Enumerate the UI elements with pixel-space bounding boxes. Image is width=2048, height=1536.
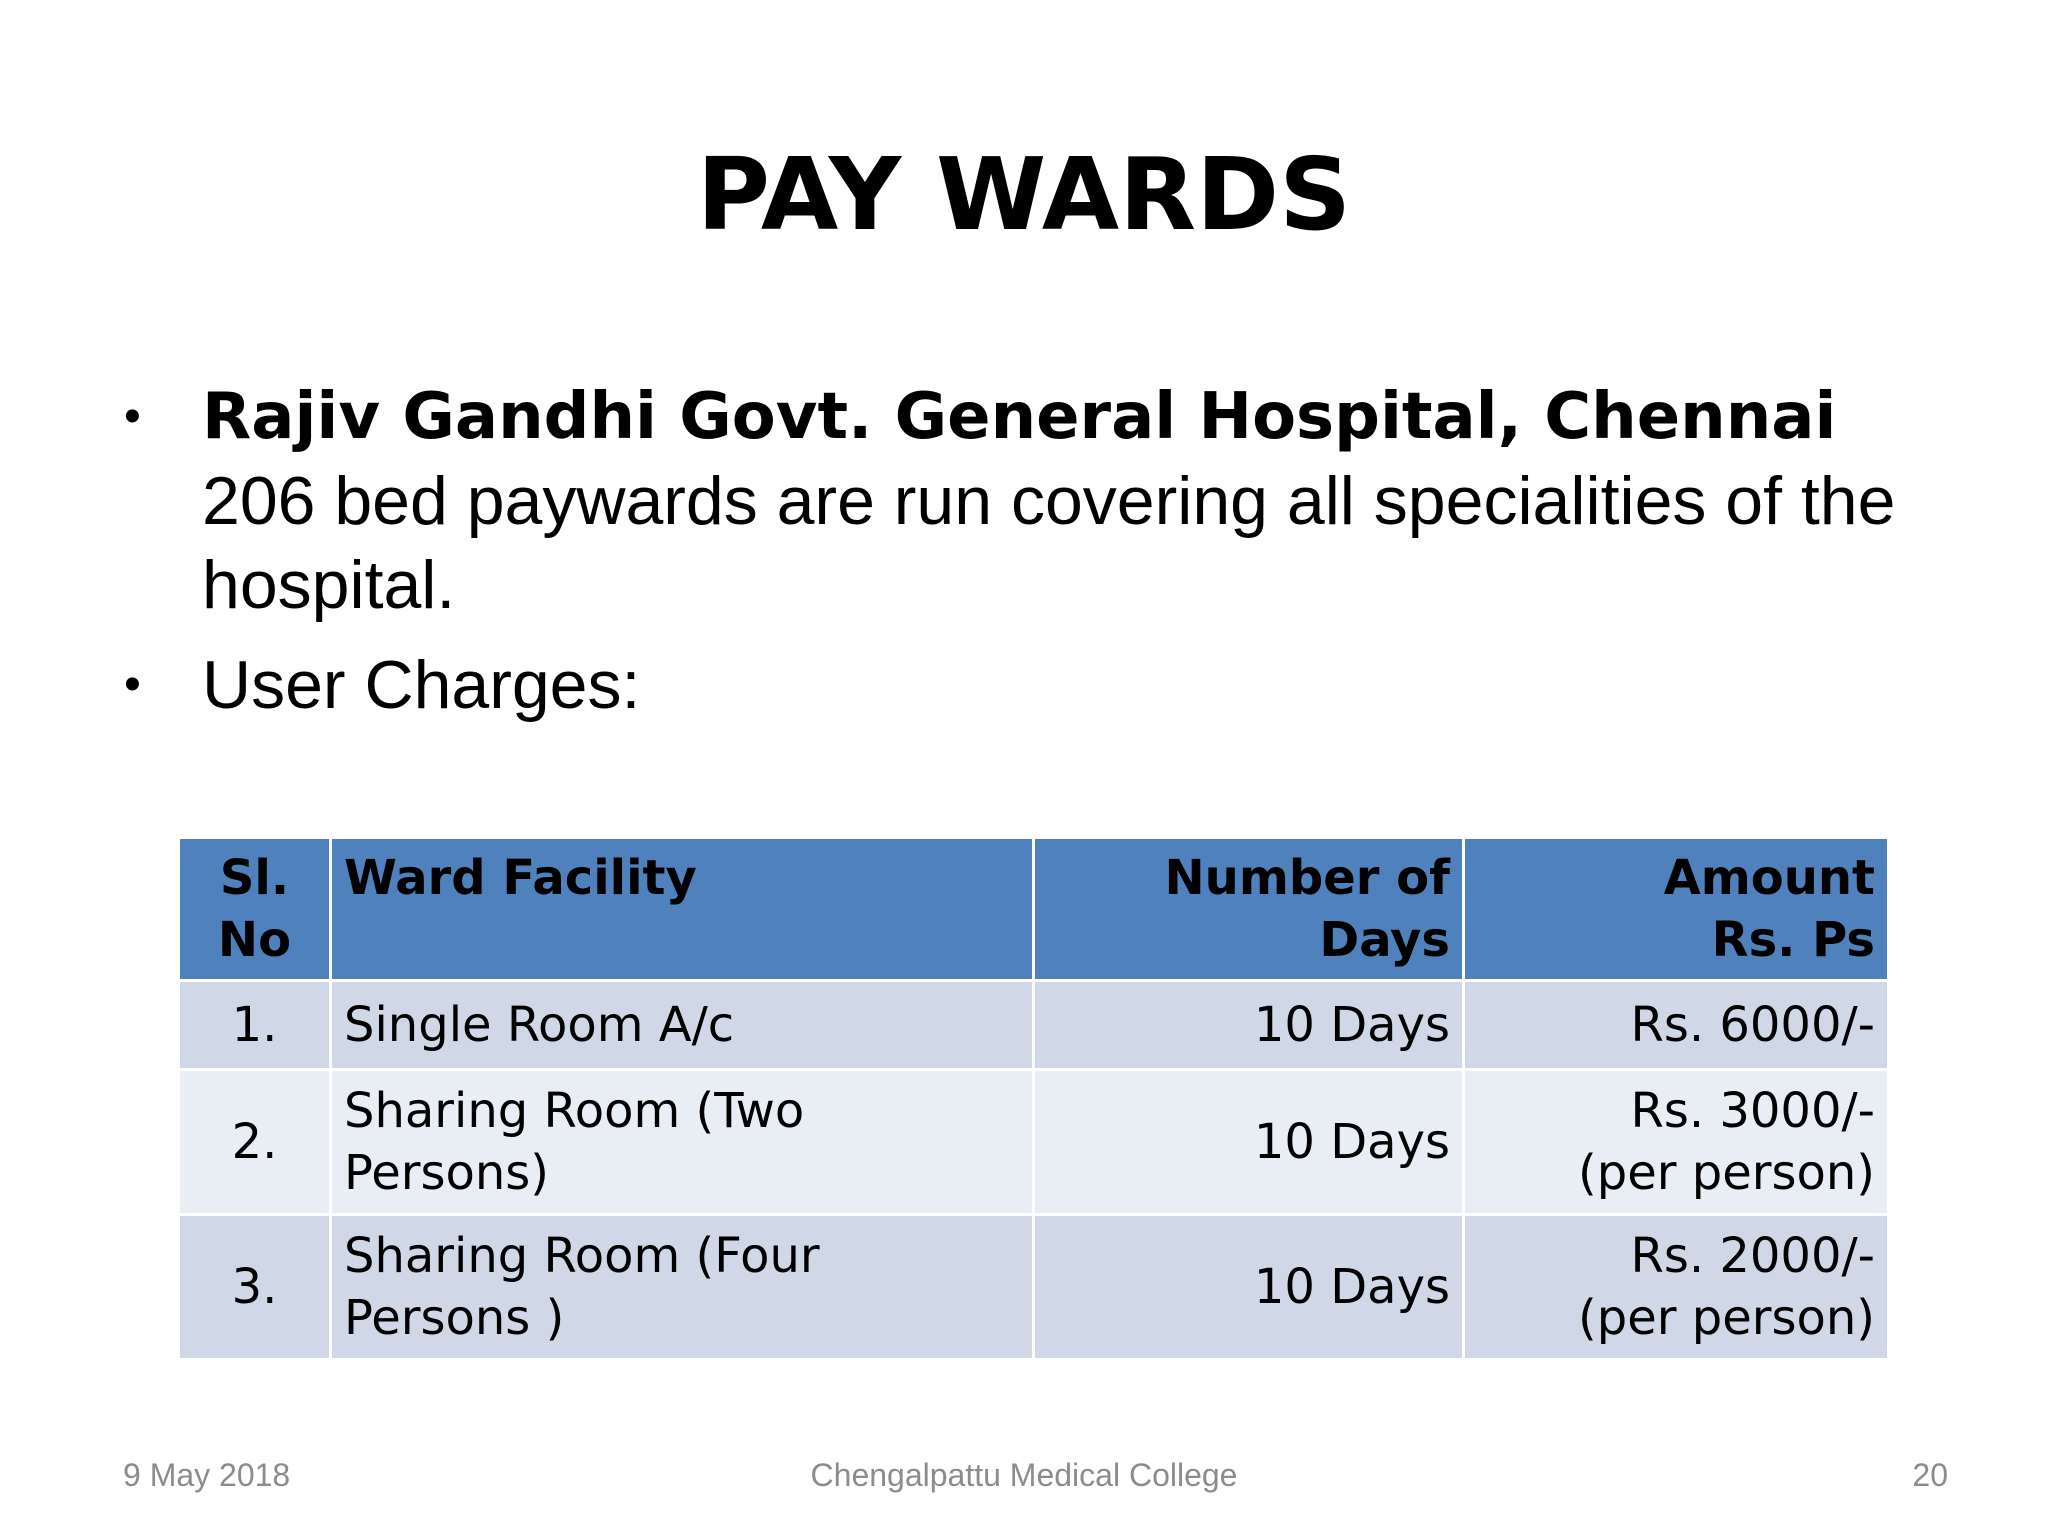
table-row (179, 1070, 1889, 1215)
header-amount (1464, 838, 1889, 981)
slide-title: PAY WARDS (696, 136, 1352, 253)
cell-number-of-days: 10 Days (1034, 981, 1464, 1070)
hospital-name: Rajiv Gandhi Govt. General Hospital, Chennai (202, 380, 1837, 454)
cell-ward-facility: Sharing Room (Four Persons ) (331, 1215, 1034, 1360)
header-amount-line1: Amount (1663, 850, 1875, 906)
header-ward-facility: Ward Facility (331, 838, 1034, 981)
bullet-dot-icon: • (124, 658, 141, 711)
header-sl-line2: No (217, 912, 292, 968)
cell-amount-value: Rs. 6000/- (1630, 997, 1875, 1053)
cell-amount-value: Rs. 3000/- (1630, 1083, 1875, 1139)
cell-amount (1464, 1215, 1889, 1360)
cell-amount-note: (per person) (1578, 1290, 1875, 1346)
cell-amount (1464, 1070, 1889, 1215)
user-charges-label: User Charges: (202, 647, 641, 723)
cell-number-of-days: 10 Days (1034, 1070, 1464, 1215)
table-row (179, 1215, 1889, 1360)
header-sl-no (179, 838, 331, 981)
bullet-item-hospital (120, 375, 1980, 627)
table-row (179, 981, 1889, 1070)
cell-number-of-days: 10 Days (1034, 1215, 1464, 1360)
user-charges-table (177, 836, 1890, 1361)
cell-sl-no: 2. (179, 1070, 331, 1215)
bullet-item-user-charges (120, 643, 1980, 727)
header-sl-line1: Sl. (219, 850, 290, 906)
cell-sl-no: 1. (179, 981, 331, 1070)
cell-amount-value: Rs. 2000/- (1630, 1228, 1875, 1284)
footer-date: 9 May 2018 (123, 1457, 291, 1493)
cell-amount-note: (per person) (1578, 1145, 1875, 1201)
cell-sl-no: 3. (179, 1215, 331, 1360)
table-header-row (179, 838, 1889, 981)
bullet-dot-icon: • (124, 390, 141, 443)
header-amount-line2: Rs. Ps (1711, 912, 1875, 968)
hospital-description: 206 bed paywards are run covering all specialities of the hospital. (202, 463, 1896, 623)
cell-amount (1464, 981, 1889, 1070)
header-number-of-days: Number of Days (1034, 838, 1464, 981)
cell-ward-facility: Single Room A/c (331, 981, 1034, 1070)
footer-page-number: 20 (1912, 1457, 1948, 1493)
bullet-list (120, 375, 1980, 743)
footer-college-name: Chengalpattu Medical College (810, 1457, 1238, 1493)
cell-ward-facility: Sharing Room (Two Persons) (331, 1070, 1034, 1215)
